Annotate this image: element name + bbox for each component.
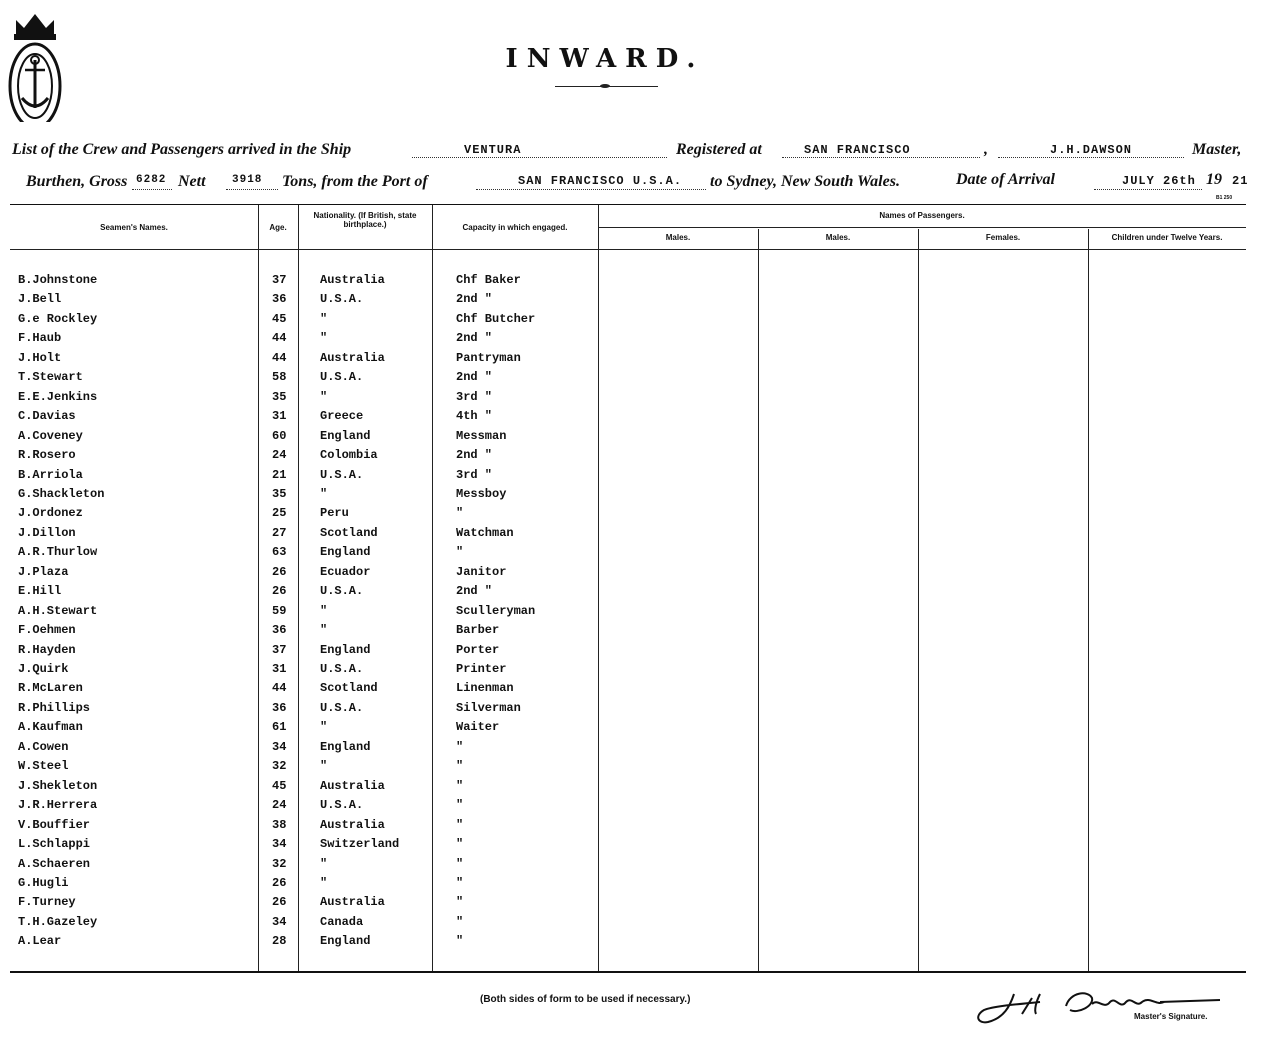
table-row <box>10 740 598 758</box>
crew-name: C.Davias <box>18 409 76 424</box>
header-children: Children under Twelve Years. <box>1111 233 1223 242</box>
table-row <box>10 390 598 408</box>
crew-capacity: Janitor <box>456 564 507 579</box>
crew-nationality: " <box>320 311 328 326</box>
table-row <box>10 584 598 602</box>
crew-nationality: Peru <box>320 506 349 521</box>
table-row <box>10 798 598 816</box>
crew-capacity: " <box>456 739 464 754</box>
header-passengers: Names of Passengers. <box>879 211 965 220</box>
gross-tonnage: 6282 <box>136 174 167 186</box>
crew-capacity: " <box>456 798 464 813</box>
crew-name: J.Shekleton <box>18 778 98 793</box>
crew-nationality: " <box>320 623 328 638</box>
crew-name: G.e Rockley <box>18 311 98 326</box>
crew-capacity: " <box>456 856 464 871</box>
crew-name: B.Johnstone <box>18 273 98 287</box>
crew-age: 26 <box>272 895 287 910</box>
master-label: Master, <box>1192 141 1242 158</box>
crew-age: 45 <box>272 311 287 326</box>
crew-name: A.R.Thurlow <box>18 545 98 560</box>
crew-nationality: Australia <box>320 778 385 793</box>
crew-capacity: 2nd " <box>456 448 493 463</box>
crew-age: 21 <box>272 467 287 482</box>
crew-name: F.Oehmen <box>18 623 76 638</box>
table-row <box>10 915 598 933</box>
table-row <box>10 487 598 505</box>
crew-name: R.Rosero <box>18 448 76 463</box>
crew-nationality: Australia <box>320 817 385 832</box>
crew-name: T.H.Gazeley <box>18 914 98 929</box>
crew-capacity: Messman <box>456 428 507 443</box>
crew-capacity: Porter <box>456 642 500 657</box>
table-row <box>10 623 598 641</box>
crew-table <box>10 204 1246 973</box>
table-row <box>10 895 598 913</box>
form-number: B1 250 <box>1216 195 1233 201</box>
crew-name: F.Haub <box>18 331 62 346</box>
crew-nationality: U.S.A. <box>320 662 364 676</box>
ship-name: VENTURA <box>464 143 522 157</box>
crew-capacity: Messboy <box>456 486 507 501</box>
crew-age: 34 <box>272 837 287 852</box>
nett-tonnage: 3918 <box>232 174 263 186</box>
crew-nationality: " <box>320 759 328 774</box>
crew-capacity: " <box>456 837 464 852</box>
table-row <box>10 312 598 330</box>
header-names: Seamen's Names. <box>100 223 168 232</box>
crew-age: 27 <box>272 525 287 540</box>
table-row <box>10 857 598 875</box>
crew-name: A.Coveney <box>18 428 83 443</box>
crew-name: R.Phillips <box>18 700 91 715</box>
crew-age: 36 <box>272 623 287 638</box>
title-ornament <box>600 84 610 88</box>
crew-name: J.Bell <box>18 292 62 307</box>
nett-label: Nett <box>178 173 206 190</box>
signature-label: Master's Signature. <box>1134 1012 1208 1021</box>
col-divider <box>1088 229 1089 971</box>
table-row <box>10 837 598 855</box>
crew-age: 35 <box>272 486 287 501</box>
table-row <box>10 273 598 291</box>
crew-nationality: Australia <box>320 273 385 287</box>
crew-nationality: U.S.A. <box>320 370 364 385</box>
crew-name: A.Schaeren <box>18 856 91 871</box>
crew-name: W.Steel <box>18 759 69 774</box>
table-row <box>10 506 598 524</box>
col-divider <box>758 229 759 971</box>
crew-age: 45 <box>272 778 287 793</box>
ship-dotline <box>412 143 667 158</box>
crew-age: 37 <box>272 642 287 657</box>
crew-capacity: Chf Baker <box>456 273 521 287</box>
crew-name: R.McLaren <box>18 681 83 696</box>
crew-capacity: Barber <box>456 623 500 638</box>
crew-age: 31 <box>272 409 287 424</box>
crew-age: 60 <box>272 428 287 443</box>
table-row <box>10 331 598 349</box>
crew-age: 28 <box>272 934 287 949</box>
crew-capacity: " <box>456 545 464 560</box>
crew-nationality: " <box>320 720 328 735</box>
crew-age: 35 <box>272 389 287 404</box>
table-row <box>10 818 598 836</box>
table-row <box>10 409 598 427</box>
crew-nationality: " <box>320 875 328 890</box>
crew-age: 34 <box>272 739 287 754</box>
tons-label: Tons, from the Port of <box>282 173 428 190</box>
crew-name: J.Dillon <box>18 525 76 540</box>
crew-name: E.E.Jenkins <box>18 389 98 404</box>
crew-age: 44 <box>272 350 287 365</box>
crew-nationality: Colombia <box>320 448 378 463</box>
table-row <box>10 720 598 738</box>
crew-capacity: Waiter <box>456 720 500 735</box>
crew-nationality: " <box>320 486 328 501</box>
crew-age: 32 <box>272 856 287 871</box>
table-row <box>10 662 598 680</box>
table-row <box>10 370 598 388</box>
crew-nationality: Australia <box>320 895 385 910</box>
crew-age: 61 <box>272 720 287 735</box>
header-females: Females. <box>985 233 1021 242</box>
port-from: SAN FRANCISCO U.S.A. <box>518 174 683 188</box>
crew-nationality: " <box>320 331 328 346</box>
crew-nationality: England <box>320 428 371 443</box>
crew-capacity: " <box>456 778 464 793</box>
crew-age: 36 <box>272 292 287 307</box>
arrival-label: Date of Arrival <box>956 171 1055 188</box>
crew-name: J.Plaza <box>18 564 69 579</box>
table-row <box>10 468 598 486</box>
crew-nationality: Scotland <box>320 681 378 696</box>
crew-nationality: Canada <box>320 914 364 929</box>
table-row <box>10 429 598 447</box>
crew-age: 32 <box>272 759 287 774</box>
master-name: J.H.DAWSON <box>1050 143 1133 157</box>
crew-capacity: " <box>456 875 464 890</box>
crew-nationality: " <box>320 856 328 871</box>
crew-name: G.Hugli <box>18 875 69 890</box>
crew-name: T.Stewart <box>18 370 83 385</box>
table-row <box>10 604 598 622</box>
table-row <box>10 448 598 466</box>
crew-age: 38 <box>272 817 287 832</box>
crew-name: A.Cowen <box>18 739 69 754</box>
col-divider <box>918 229 919 971</box>
to-label: to Sydney, New South Wales. <box>710 173 900 190</box>
crew-capacity: Silverman <box>456 700 521 715</box>
comma: , <box>984 141 988 158</box>
header-males-1: Males. <box>665 233 691 242</box>
footer-note: (Both sides of form to be used if necessary.) <box>480 994 691 1005</box>
crew-age: 63 <box>272 545 287 560</box>
table-row <box>10 701 598 719</box>
table-row <box>10 565 598 583</box>
table-row <box>10 681 598 699</box>
crew-nationality: Greece <box>320 409 364 424</box>
crew-nationality: U.S.A. <box>320 292 364 307</box>
header-nationality: Nationality. (If British, state birthplace.) <box>313 211 417 229</box>
table-row <box>10 545 598 563</box>
crew-age: 44 <box>272 331 287 346</box>
arrival-date: JULY 26th <box>1122 174 1196 188</box>
crew-name: J.Holt <box>18 350 62 365</box>
crew-age: 36 <box>272 700 287 715</box>
crew-nationality: " <box>320 603 328 618</box>
col-divider <box>598 205 599 971</box>
crew-name: A.Lear <box>18 934 62 949</box>
crew-age: 26 <box>272 875 287 890</box>
crew-name: G.Shackleton <box>18 486 105 501</box>
crew-capacity: " <box>456 914 464 929</box>
table-row <box>10 351 598 369</box>
crew-age: 34 <box>272 914 287 929</box>
crew-name: R.Hayden <box>18 642 76 657</box>
crew-capacity: Watchman <box>456 525 514 540</box>
crew-name: E.Hill <box>18 584 62 599</box>
year-suffix: 21 <box>1232 174 1249 188</box>
crew-nationality: " <box>320 389 328 404</box>
crew-nationality: Australia <box>320 350 385 365</box>
crew-age: 24 <box>272 798 287 813</box>
registered-label: Registered at <box>676 141 762 158</box>
table-row <box>10 779 598 797</box>
page-title: INWARD. <box>505 44 705 74</box>
crew-nationality: England <box>320 739 371 754</box>
crew-name: A.Kaufman <box>18 720 83 735</box>
table-row <box>10 876 598 894</box>
crew-capacity: Sculleryman <box>456 603 536 618</box>
crew-nationality: U.S.A. <box>320 584 364 599</box>
crew-capacity: Printer <box>456 662 507 676</box>
crew-age: 26 <box>272 564 287 579</box>
table-row <box>10 759 598 777</box>
crew-age: 31 <box>272 662 287 676</box>
crew-capacity: " <box>456 506 464 521</box>
crew-capacity: Pantryman <box>456 350 521 365</box>
table-row <box>10 643 598 661</box>
crew-nationality: U.S.A. <box>320 467 364 482</box>
registered-at: SAN FRANCISCO <box>804 143 911 157</box>
crew-age: 25 <box>272 506 287 521</box>
table-row <box>10 292 598 310</box>
crew-nationality: U.S.A. <box>320 700 364 715</box>
crew-name: A.H.Stewart <box>18 603 98 618</box>
crew-capacity: 2nd " <box>456 331 493 346</box>
crew-capacity: Chf Butcher <box>456 311 536 326</box>
crew-name: J.Ordonez <box>18 506 83 521</box>
burthen-label: Burthen, Gross <box>26 173 128 190</box>
crew-capacity: 3rd " <box>456 467 493 482</box>
crew-age: 59 <box>272 603 287 618</box>
crew-capacity: 2nd " <box>456 292 493 307</box>
crew-name: L.Schlappi <box>18 837 91 852</box>
crew-capacity: 3rd " <box>456 389 493 404</box>
crew-nationality: Switzerland <box>320 837 400 852</box>
crew-nationality: England <box>320 934 371 949</box>
crew-age: 37 <box>272 273 287 287</box>
crew-capacity: " <box>456 895 464 910</box>
crew-name: F.Turney <box>18 895 76 910</box>
crew-capacity: 2nd " <box>456 584 493 599</box>
crew-capacity: 2nd " <box>456 370 493 385</box>
header-males-2: Males. <box>825 233 851 242</box>
crew-nationality: Scotland <box>320 525 378 540</box>
header-age: Age. <box>269 223 287 232</box>
crew-nationality: England <box>320 642 371 657</box>
crew-age: 44 <box>272 681 287 696</box>
header-capacity: Capacity in which engaged. <box>462 223 568 232</box>
crew-age: 24 <box>272 448 287 463</box>
crew-capacity: 4th " <box>456 409 493 424</box>
crew-age: 58 <box>272 370 287 385</box>
crew-name: J.R.Herrera <box>18 798 98 813</box>
crew-capacity: Linenman <box>456 681 514 696</box>
crew-capacity: " <box>456 759 464 774</box>
crew-capacity: " <box>456 934 464 949</box>
crew-nationality: U.S.A. <box>320 798 364 813</box>
table-row <box>10 526 598 544</box>
passenger-header-rule <box>598 227 1246 228</box>
crew-name: V.Bouffier <box>18 817 91 832</box>
line1-prefix: List of the Crew and Passengers arrived in the Ship <box>12 141 352 158</box>
crew-nationality: England <box>320 545 371 560</box>
crew-age: 26 <box>272 584 287 599</box>
crew-capacity: " <box>456 817 464 832</box>
crew-rows <box>10 205 598 971</box>
year-prefix: 19 <box>1206 171 1222 188</box>
crew-name: B.Arriola <box>18 467 83 482</box>
crew-nationality: Ecuador <box>320 564 371 579</box>
table-row <box>10 934 598 952</box>
crew-name: J.Quirk <box>18 662 69 676</box>
